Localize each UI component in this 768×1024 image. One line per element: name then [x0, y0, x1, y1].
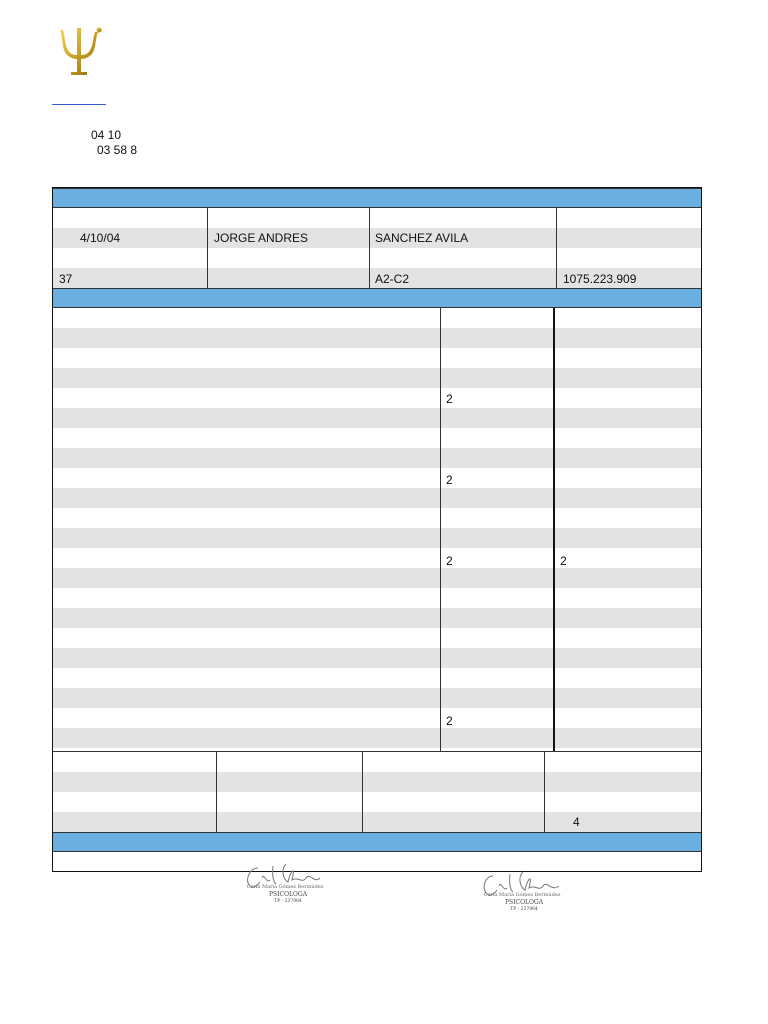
- items-header-band: [53, 288, 701, 308]
- header-link-underline[interactable]: [52, 104, 106, 105]
- footer-band: [53, 832, 701, 852]
- info-divider-1: [207, 208, 208, 288]
- info-date: 4/10/04: [80, 231, 121, 245]
- info-divider-2: [369, 208, 370, 288]
- summary-divider-1: [216, 752, 217, 832]
- psychologist-signature-2: [479, 868, 569, 916]
- info-level: A2-C2: [375, 272, 410, 286]
- summary-total: 4: [573, 815, 580, 829]
- signature-2-title: PSICOLOGA: [504, 899, 544, 906]
- summary-divider-2: [362, 752, 363, 832]
- info-id-number: 1075.223.909: [563, 272, 637, 286]
- score-col2-item-1: 2: [446, 392, 453, 406]
- signature-2-subline: Carla María Gómez Bermúdez: [483, 892, 561, 898]
- info-divider-3: [556, 208, 557, 288]
- header-line-2: 03 58 8: [97, 143, 138, 157]
- footer-blank-row: [53, 852, 701, 871]
- items-divider-1: [440, 308, 441, 751]
- psychologist-signature-1: [240, 858, 330, 906]
- summary-divider-3: [544, 752, 545, 832]
- summary-section: [53, 752, 701, 832]
- score-col2-item-4: 2: [446, 714, 453, 728]
- score-col2-item-2: 2: [446, 473, 453, 487]
- items-section: [53, 308, 701, 751]
- evaluation-form: [52, 187, 702, 872]
- signature-1-title: PSICOLOGA: [268, 891, 308, 898]
- info-age: 37: [59, 272, 73, 286]
- signature-1-license: TP - 237964: [274, 899, 302, 904]
- psi-logo-icon: [52, 24, 106, 78]
- info-last-names: SANCHEZ AVILA: [375, 231, 469, 245]
- info-first-names: JORGE ANDRES: [214, 231, 309, 245]
- form-title-band: [53, 188, 701, 208]
- score-col2-item-3: 2: [446, 554, 453, 568]
- header-line-1: 04 10: [91, 128, 122, 142]
- score-col3-item-3: 2: [560, 554, 567, 568]
- signature-1-subline: Carla María Gómez Bermúdez: [246, 884, 324, 890]
- items-divider-2: [553, 308, 555, 751]
- signature-2-license: TP - 237964: [510, 907, 538, 912]
